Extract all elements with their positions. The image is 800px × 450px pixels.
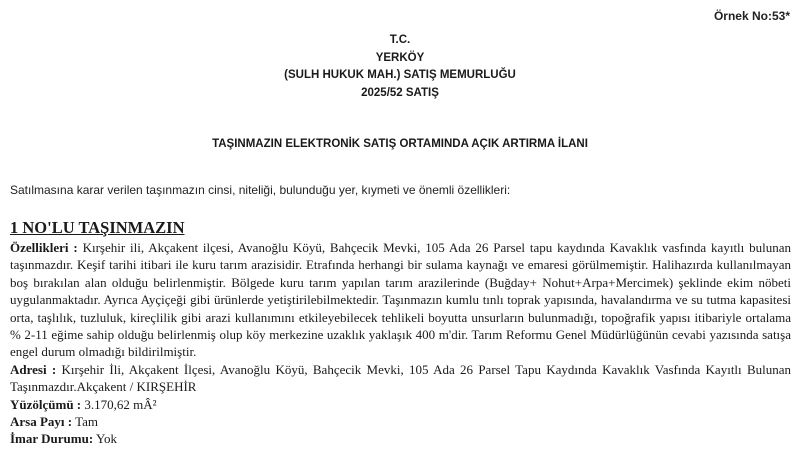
- announcement-title: TAŞINMAZIN ELEKTRONİK SATIŞ ORTAMINDA AÇIK ARTIRMA İLANI: [212, 138, 588, 150]
- document-header: [0, 32, 800, 102]
- area-paragraph: [10, 396, 791, 413]
- zoning-value: Yok: [95, 431, 118, 447]
- features-text: Kırşehir ili, Akçakent ilçesi, Avanoğlu Köyü, Bahçecik Mevki, 105 Ada 26 Parsel tapu kaydında Kavaklık vasfında kayıtlı bulunan taşınmazdır. Keşif tarihi itibari ile kuru tarım arazisidir. Etrafında herhangi bir sulama kaynağı ve emaresi görülmemiştir. Halihazırda kullanılmayan boş bırakılan alan olduğu belirlenmiştir. Bölgede kuru tarım yapılan tarım arazilerinde (Buğday+ Nohut+Arpa+Mercimek) şeklinde ekim nöbeti uygulanmaktadır. Ayrıca Ayçiçeği gibi ürünlerde yetiştirilebilmektedir. Taşınmazın kumlu tınlı toprak yapısında, havalandırma ve su tutma kapasitesi orta, taşlılık, tuzluluk, kireçlilik gibi arazi kullanımını etkileyebilecek tehlikeli boyutta unsurların bulunmadığı, topoğrafik yapısı itibariyle ortalama % 2-11 eğime sahip olduğu belirlenmiş olup köy merkezine uzaklık yaklaşık 400 m'dir. Tarım Reformu Genel Müdürlüğünün cevabi yazısında satışa engel durum olmadığı bildirilmiştir.: [10, 240, 792, 360]
- address-label: Adresi :: [10, 361, 57, 377]
- land-share-label: Arsa Payı :: [10, 414, 73, 430]
- zoning-paragraph: [10, 430, 791, 447]
- address-text: Kırşehir İli, Akçakent İlçesi, Avanoğlu Köyü, Bahçecik Mevki, 105 Ada 26 Parsel Tapu Kaydında Kavaklık Vasfında Kayıtlı Bulunan Taşınmazdır.Akçakent / KIRŞEHİR: [10, 361, 791, 395]
- property-details: [10, 239, 791, 448]
- zoning-label: İmar Durumu:: [10, 431, 94, 447]
- header-country: T.C.: [389, 34, 411, 46]
- area-label: Yüzölçümü :: [10, 396, 82, 412]
- features-label: Özellikleri :: [10, 240, 78, 255]
- header-office: (SULH HUKUK MAH.) SATIŞ MEMURLUĞU: [284, 69, 516, 81]
- land-share-value: Tam: [75, 414, 99, 430]
- header-location: YERKÖY: [375, 51, 425, 64]
- features-paragraph: [10, 239, 791, 361]
- area-value: 3.170,62 mÂ²: [84, 396, 157, 412]
- land-share-paragraph: [10, 413, 791, 430]
- address-paragraph: [10, 361, 791, 396]
- sample-number: Örnek No:53*: [713, 9, 790, 23]
- intro-text: Satılmasına karar verilen taşınmazın cinsi, niteliği, bulunduğu yer, kıymeti ve önemli özellikleri:: [10, 183, 511, 197]
- property-heading: 1 NO'LU TAŞINMAZIN: [10, 218, 185, 237]
- header-case-number: 2025/52 SATIŞ: [361, 86, 439, 99]
